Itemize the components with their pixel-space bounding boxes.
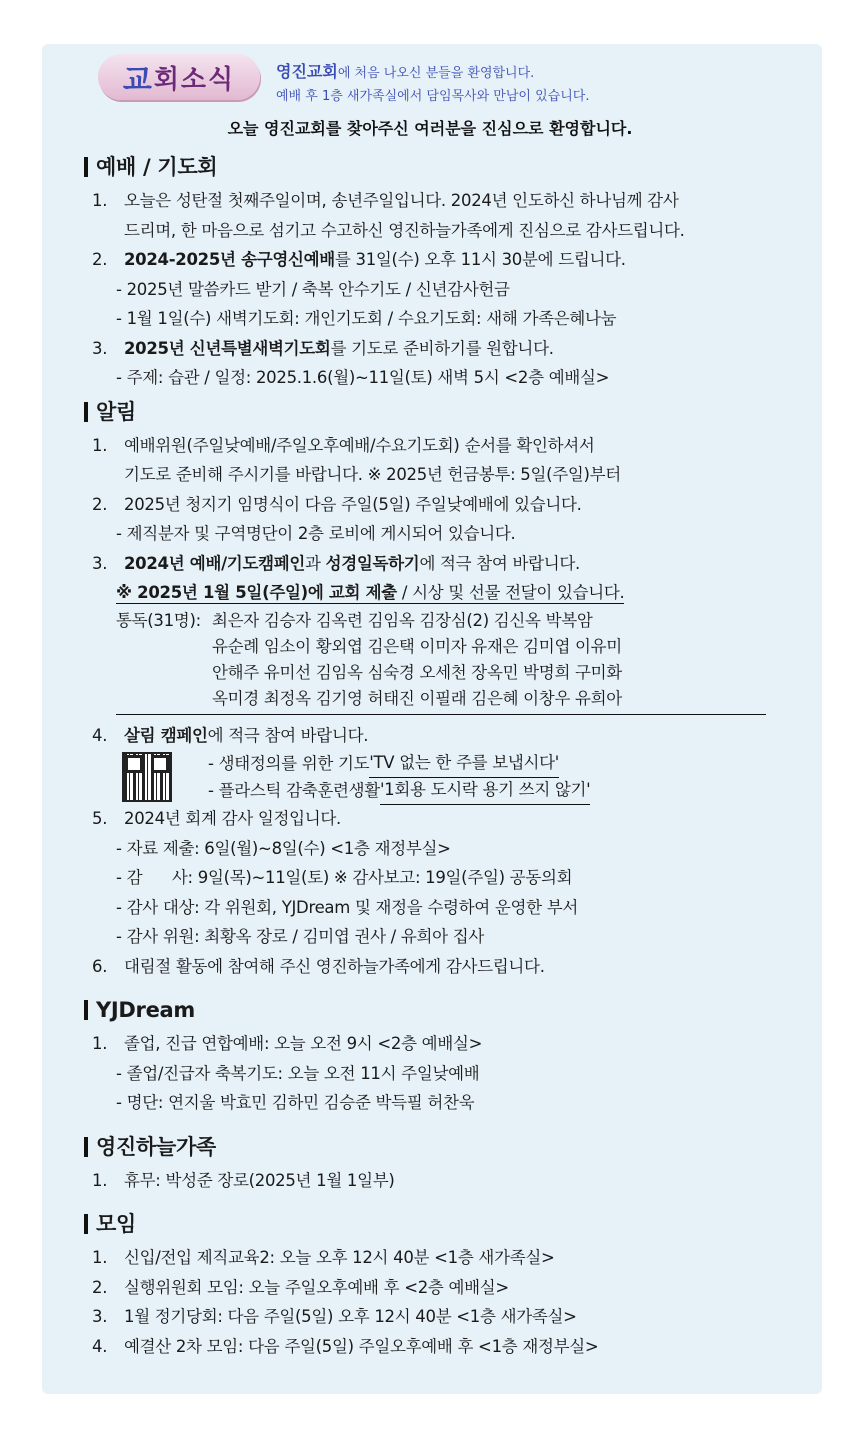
sub-item: - 감 사: 9일(목)~11일(토) ※ 감사보고: 19일(주일) 공동의회 xyxy=(116,868,573,887)
campaign-sub-item xyxy=(84,750,784,777)
item-number: 4. xyxy=(92,1336,108,1356)
item-bold: 성경일독하기 xyxy=(325,553,420,573)
qr-code-icon[interactable] xyxy=(122,752,172,802)
item-number: 3. xyxy=(92,1307,108,1326)
welcome-church-name: 영진교회 xyxy=(276,62,338,81)
section-bar xyxy=(84,1214,88,1234)
names-row xyxy=(116,686,766,712)
item-text: 신입/전입 제직교육2: 오늘 오후 12시 40분 <1층 새가족실> xyxy=(124,1248,555,1267)
sub-text: - 플라스틱 감축훈련생활 xyxy=(208,781,380,800)
item-text: 2024년 회계 감사 일정입니다. xyxy=(124,809,341,828)
sub-item: - 감사 대상: 각 위원회, YJDream 및 재정을 수령하여 운영한 부서 xyxy=(116,897,579,917)
names-row xyxy=(116,660,766,686)
sub-item: - 자료 제출: 6일(월)~8일(수) <1층 재정부실> xyxy=(116,838,451,858)
item-text: 1월 정기당회: 다음 주일(5일) 오후 12시 40분 <1층 새가족실> xyxy=(124,1307,577,1326)
list-item-cont: 기도로 준비해 주시기를 바랍니다. ※ 2025년 헌금봉투: 5일(주일)부터 xyxy=(124,465,621,484)
section-worship-title xyxy=(84,148,784,186)
section-bar xyxy=(84,157,88,177)
names-text: 안해주 유미선 김임옥 심숙경 오세천 장옥민 박명희 구미화 xyxy=(212,662,622,682)
item-text: 실행위원회 모임: 오늘 주일오후예배 후 <2층 예배실> xyxy=(124,1277,509,1297)
list-item xyxy=(84,1166,784,1196)
list-item-cont: 드리며, 한 마음으로 섬기고 수고하신 영진하늘가족에게 진심으로 감사드립니다. xyxy=(124,220,685,240)
names-row xyxy=(116,634,766,660)
item-text: 를 31일(수) 오후 11시 30분에 드립니다. xyxy=(334,250,626,269)
item-text: 과 xyxy=(305,553,326,573)
list-item xyxy=(84,490,784,520)
item-number: 1. xyxy=(92,191,108,210)
note-text: / 시상 및 선물 전달이 있습니다. xyxy=(396,583,625,602)
item-bold: 2025년 신년특별새벽기도회 xyxy=(124,338,331,358)
section-title-text: 알림 xyxy=(96,399,136,424)
item-number: 1. xyxy=(92,1248,108,1267)
sub-item: - 주제: 습관 / 일정: 2025.1.6(월)~11일(토) 새벽 5시 <2층 예배실> xyxy=(116,368,610,387)
list-item xyxy=(84,1273,784,1303)
names-text: 옥미경 최정옥 김기영 허태진 이필래 김은혜 이창우 유희아 xyxy=(212,688,622,708)
section-bar xyxy=(84,1000,88,1020)
sub-item: - 제직분자 및 구역명단이 2층 로비에 게시되어 있습니다. xyxy=(116,524,516,543)
item-bold: 2024-2025년 송구영신예배 xyxy=(124,250,335,269)
item-number: 6. xyxy=(92,956,108,976)
item-number: 5. xyxy=(92,809,108,828)
item-text: 오늘은 성탄절 첫째주일이며, 송년주일입니다. 2024년 인도하신 하나님께 감사 xyxy=(124,191,679,210)
item-text: 에 적극 참여 바랍니다. xyxy=(419,553,580,573)
item-text: 2025년 청지기 임명식이 다음 주일(5일) 주일낮예배에 있습니다. xyxy=(124,494,582,514)
list-item xyxy=(84,334,784,364)
section-title-text: 예배 / 기도회 xyxy=(96,155,218,179)
sub-item: - 명단: 연지울 박효민 김하민 김승준 박득필 허찬욱 xyxy=(116,1093,475,1112)
item-text: 를 기도로 준비하기를 원합니다. xyxy=(330,338,554,358)
section-title-text: 영진하늘가족 xyxy=(96,1134,216,1159)
campaign-sub-item xyxy=(84,777,784,804)
badge-rest: 회소식 xyxy=(153,64,236,95)
sub-item: - 감사 위원: 최황옥 장로 / 김미엽 권사 / 유희아 집사 xyxy=(116,927,485,946)
list-item xyxy=(84,431,784,461)
list-item xyxy=(84,1029,784,1059)
welcome-note xyxy=(276,60,589,108)
item-number: 4. xyxy=(92,725,108,745)
welcome-line2: 예배 후 1층 새가족실에서 담임목사와 만남이 있습니다. xyxy=(276,89,590,104)
section-bar xyxy=(84,402,88,422)
sub-item: - 졸업/진급자 축복기도: 오늘 오전 11시 주일낮예배 xyxy=(116,1063,480,1083)
list-item xyxy=(84,1302,784,1332)
item-number: 1. xyxy=(92,1170,108,1190)
sub-text: - 생태정의를 위한 기도 xyxy=(208,754,370,773)
list-item xyxy=(84,245,784,275)
list-item xyxy=(84,804,784,834)
item-number: 2. xyxy=(92,1277,108,1297)
welcome-line1: 에 처음 나오신 분들을 환영합니다. xyxy=(337,66,535,81)
item-number: 1. xyxy=(92,1034,108,1053)
item-text: 휴무: 박성준 장로(2025년 1월 1일부) xyxy=(124,1170,395,1190)
names-label: 통독(31명): xyxy=(116,610,201,630)
sub-underlined: '1회용 도시락 용기 쓰지 않기' xyxy=(380,776,590,805)
item-text: 에 적극 참여 바랍니다. xyxy=(207,725,369,745)
section-yjdream-title xyxy=(84,991,784,1029)
item-bold: 살림 캠페인 xyxy=(124,725,208,745)
section-bar xyxy=(84,1137,88,1157)
item-number: 1. xyxy=(92,435,108,455)
item-text: 예결산 2차 모임: 다음 주일(5일) 주일오후예배 후 <1층 재정부실> xyxy=(124,1336,599,1356)
note-bold: ※ 2025년 1월 5일(주일)에 교회 제출 xyxy=(116,583,397,602)
list-item xyxy=(84,721,784,751)
bulletin-content xyxy=(84,148,784,1361)
section-notice-title xyxy=(84,393,784,431)
badge-first-char: 교 xyxy=(122,63,154,98)
sub-item: - 2025년 말씀카드 받기 / 축복 안수기도 / 신년감사헌금 xyxy=(116,279,510,299)
section-meeting-title xyxy=(84,1205,784,1243)
sub-item: - 1월 1일(수) 새벽기도회: 개인기도회 / 수요기도회: 새해 가족은혜나눔 xyxy=(116,309,617,328)
intro-text: 오늘 영진교회를 찾아주신 여러분을 진심으로 환영합니다. xyxy=(227,119,633,138)
names-text: 유순례 임소이 황외엽 김은택 이미자 유재은 김미엽 이유미 xyxy=(212,636,622,656)
section-family-title xyxy=(84,1128,784,1166)
church-news-badge xyxy=(98,54,260,100)
sub-underlined: 'TV 없는 한 주를 보냅시다' xyxy=(369,749,559,778)
list-item xyxy=(84,186,784,216)
section-title-text: 모임 xyxy=(96,1212,136,1236)
reading-names-block xyxy=(116,608,766,715)
item-bold: 2024년 예배/기도캠페인 xyxy=(124,553,306,573)
item-text: 졸업, 진급 연합예배: 오늘 오전 9시 <2층 예배실> xyxy=(124,1034,483,1053)
list-item xyxy=(84,549,784,579)
list-item xyxy=(84,1243,784,1273)
names-text: 최은자 김승자 김옥련 김임옥 김장심(2) 김신옥 박복암 xyxy=(212,610,593,630)
item-text: 대림절 활동에 참여해 주신 영진하늘가족에게 감사드립니다. xyxy=(124,956,545,976)
item-number: 3. xyxy=(92,338,108,358)
item-text: 예배위원(주일낮예배/주일오후예배/수요기도회) 순서를 확인하셔서 xyxy=(124,435,595,455)
names-row xyxy=(116,608,766,634)
item-number: 2. xyxy=(92,494,108,514)
item-number: 3. xyxy=(92,553,108,573)
list-item xyxy=(84,952,784,982)
section-title-text: YJDream xyxy=(96,998,196,1022)
item-number: 2. xyxy=(92,250,108,269)
campaign-note xyxy=(84,578,784,608)
list-item xyxy=(84,1332,784,1362)
